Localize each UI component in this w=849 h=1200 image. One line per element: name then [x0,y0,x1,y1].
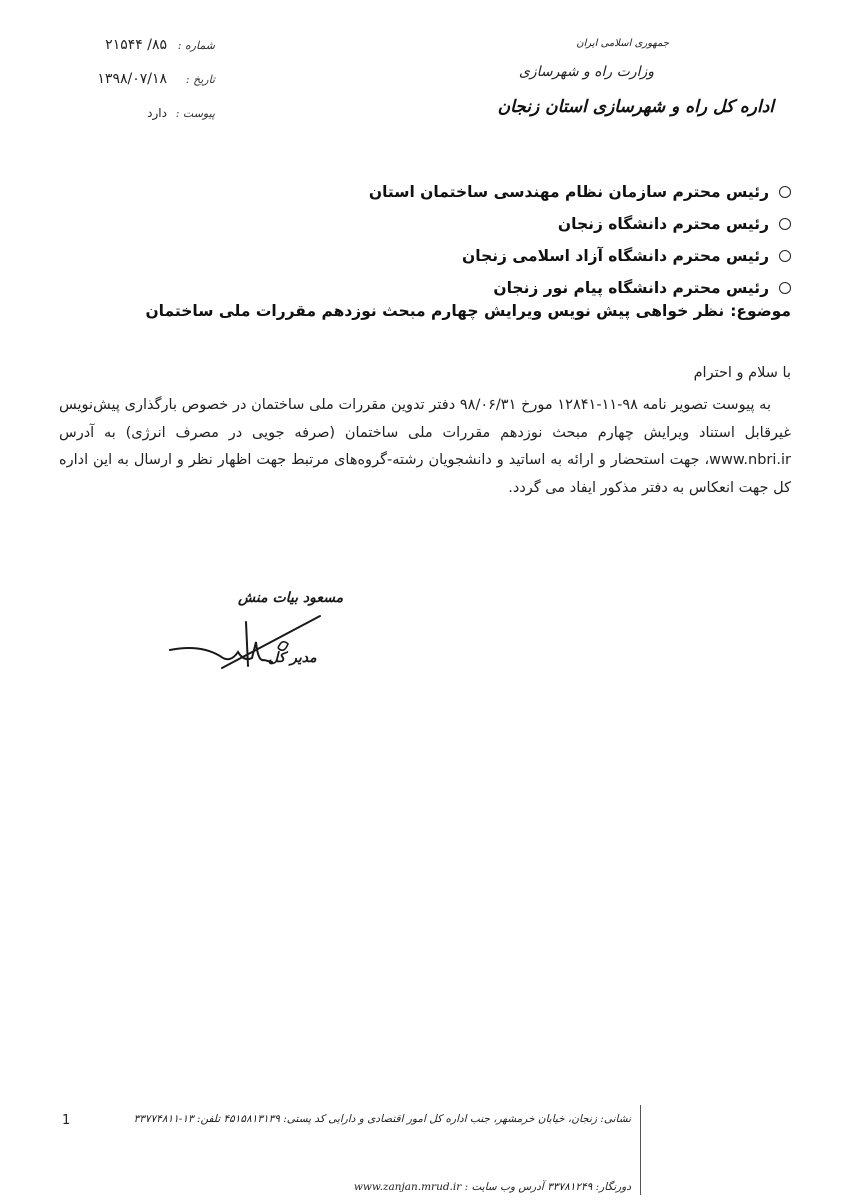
letterhead-office: اداره کل راه و شهرسازی استان زنجان [497,97,774,117]
letter-number-row [55,34,215,56]
recipient-text: رئیس محترم دانشگاه آزاد اسلامی زنجان [462,247,769,265]
recipient-item [51,208,791,240]
bullet-circle-icon [779,282,791,294]
subject-label: موضوع: [730,302,791,320]
subject-line [51,302,791,320]
recipient-text: رئیس محترم دانشگاه زنجان [557,215,769,233]
letterhead-ministry: وزارت راه و شهرسازی [518,64,654,80]
recipient-text: رئیس محترم دانشگاه پیام نور زنجان [493,279,769,297]
recipient-item [51,272,791,304]
recipient-item [51,240,791,272]
letter-number-label: شماره : [177,38,215,52]
signatory-name: مسعود بیات منش [238,590,344,606]
bullet-circle-icon [779,250,791,262]
recipient-text: رئیس محترم سازمان نظام مهندسی ساختمان استان [368,183,769,201]
footer-divider [640,1105,641,1195]
letter-date-label: تاریخ : [185,72,215,86]
signatory-title: مدیر کل [268,650,317,666]
letter-date-value: ۱۳۹۸/۰۷/۱۸ [97,71,167,87]
subject-text: نظر خواهی پیش نویس ویرایش چهارم مبحث نوزدهم مقررات ملی ساختمان [145,302,725,320]
footer-address: نشانی: زنجان، خیابان خرمشهر، جنب اداره کل امور اقتصادی و دارایی کد پستی: ۴۵۱۵۸۱۳۱۳۹ تلفن: ۱۳-۳۳۷۷۴۸۱۱ [133,1113,631,1125]
letter-number-value: ۸۵/ ۲۱۵۴۴ [105,37,167,53]
footer-contact: دورنگار: ۳۳۷۸۱۲۴۹ آدرس وب سایت : www.zanjan.mrud.ir [353,1181,631,1193]
letterhead-country: جمهوری اسلامی ایران [576,38,669,49]
recipient-list [51,176,791,304]
greeting: با سلام و احترام [693,365,791,381]
letter-attachment-label: پیوست : [175,106,215,120]
page-number: 1 [62,1113,71,1128]
bullet-circle-icon [779,218,791,230]
letter-attachment-row [55,102,215,124]
bullet-circle-icon [779,186,791,198]
letter-attachment-value: دارد [147,106,167,120]
letter-body: به پیوست تصویر نامه ۹۸-۱۱-۱۲۸۴۱ مورخ ۹۸/۰۶/۳۱ دفتر تدوین مقررات ملی ساختمان در خصوص بارگذاری پیش‌نویس غیرقابل استناد ویرایش چهارم مبحث نوزدهم مقررات ملی ساختمان (صرفه جویی در مصرف انرژی) به آدرس www.nbri.ir، جهت استحضار و ارائه به اساتید و دانشجویان رشته-گروه‌های مرتبط جهت اظهار نظر و ارسال به این اداره کل جهت انعکاس به دفتر مذکور ایفاد می گردد. [59,397,791,496]
letter-date-row [55,68,215,90]
recipient-item [51,176,791,208]
